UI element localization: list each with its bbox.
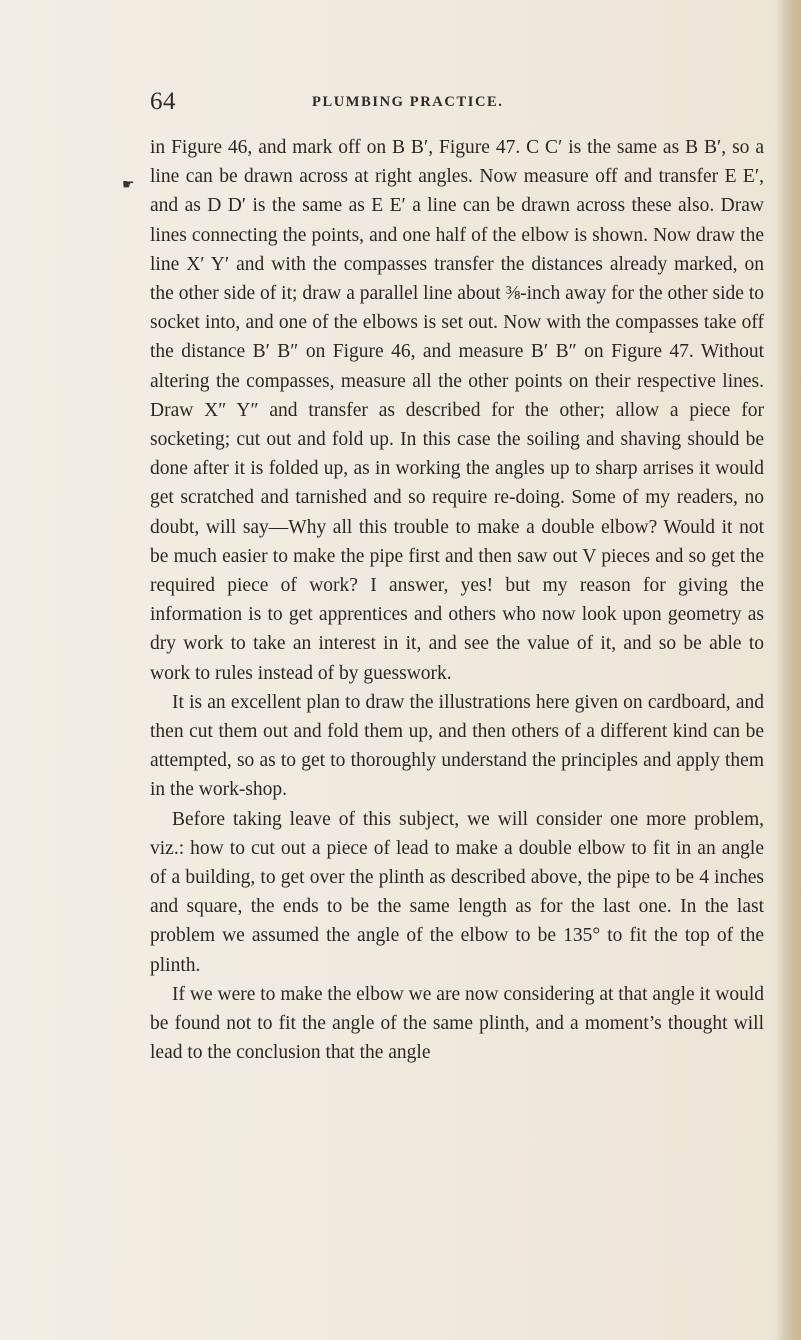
paragraph: Before taking leave of this subject, we will consider one more problem, viz.: how to cut out a piece of lead to make a double elbow to fit in an angle of a building, to get over the plinth as described above, the pipe to be 4 inches and square, the ends to be the same length as for the last one. In the last problem we assumed the angle of the elbow to be 135° to fit the top of the plinth. [150, 808, 764, 976]
paragraph: in Figure 46, and mark off on B B′, Figure 47. C C′ is the same as B B′, so a line can be drawn across at right angles. Now measure off and transfer E E′, and as D D′ is the same as E E′ a line can be drawn across these also. Draw lines connecting the points, and one half of the elbow is shown. Now draw the line X′ Y′ and with the compasses transfer the distances already marked, on the other side of it; draw a parallel line about ⅜-inch away for the other side to socket into, and one of the elbows is set out. Now with the compasses take off the distance B′ B″ on Figure 46, and measure B′ B″ on Figure 47. Without altering the compasses, measure all the other points on their respective lines. Draw X″ Y″ and transfer as described for the other; allow a piece for socketing; cut out and fold up. In this case the soiling and shaving should be done after it is folded up, as in working the angles up to sharp arrises it would get scratched and tarnished and so require re-doing. Some of my readers, no doubt, will say—Why all this trouble to make a double elbow? Would it not be much easier to make the pipe first and then saw out V pieces and so get the required piece of work? I answer, yes! but my reason for giving the information is to get apprentices and others who now look upon geometry as dry work to take an interest in it, and see the value of it, and so be able to work to rules instead of by guesswork. [150, 137, 764, 684]
body-text [150, 133, 764, 1068]
paragraph: It is an excellent plan to draw the illustrations here given on cardboard, and then cut them out and fold them up, and then others of a different kind can be attempted, so as to get to thoroughly understand the principles and apply them in the work-shop. [150, 691, 764, 801]
paragraph: If we were to make the elbow we are now considering at that angle it would be found not to fit the angle of the same plinth, and a moment’s thought will lead to the conclusion that the angle [150, 983, 764, 1064]
page-edge [775, 0, 801, 1340]
running-head: PLUMBING PRACTICE. [312, 94, 504, 110]
margin-pointer-icon: ☛ [122, 178, 135, 193]
page-number: 64 [150, 88, 176, 115]
